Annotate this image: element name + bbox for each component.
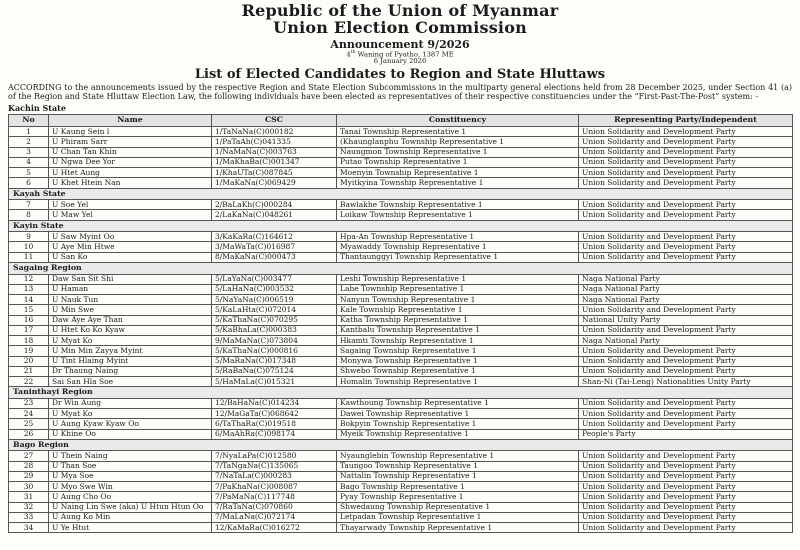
column-header-constituency: Constituency xyxy=(337,114,579,127)
cell-no: 7 xyxy=(9,200,49,210)
cell-name: U Phiram Sarr xyxy=(49,137,212,147)
candidate-row xyxy=(9,398,793,408)
cell-constituency: Kale Township Representative 1 xyxy=(337,305,579,315)
cell-csc: 1/KhaUTa(C)087845 xyxy=(212,168,337,178)
elected-candidates-table xyxy=(8,114,793,534)
cell-party: Naga National Party xyxy=(579,336,793,346)
intro-paragraph: ACCORDING to the announcements issued by the respective Region and State Election Subcommissions in the multiparty general elections held from 28 December 2025, under Section 41 (a) of the Region and State Hluttaw Election Law, the following individuals have been elected as representatives of their respective constituencies under the “First-Past-The-Post” system: - xyxy=(8,83,792,101)
cell-csc: 7/NaTaLa(C)000283 xyxy=(212,471,337,481)
cell-name: U Aye Min Htwe xyxy=(49,242,212,252)
cell-party: Naga National Party xyxy=(579,274,793,284)
cell-name: Daw Aye Aye Than xyxy=(49,315,212,325)
cell-csc: 5/MaRaNa(C)017348 xyxy=(212,356,337,366)
cell-csc: 7/PaMaNa(C)117748 xyxy=(212,492,337,502)
cell-constituency: Nanyun Township Representative 1 xyxy=(337,295,579,305)
cell-csc: 8/MaKaNa(C)000473 xyxy=(212,252,337,262)
cell-csc: 3/MaWaTa(C)016987 xyxy=(212,242,337,252)
cell-name: Dr Win Aung xyxy=(49,398,212,408)
cell-no: 32 xyxy=(9,502,49,512)
candidate-row xyxy=(9,147,793,157)
cell-party: Union Solidarity and Development Party xyxy=(579,127,793,137)
date-day-number: 4 xyxy=(346,50,351,59)
column-header-party: Representing Party/Independent xyxy=(579,114,793,127)
cell-name: U Maw Yel xyxy=(49,210,212,220)
candidate-row xyxy=(9,346,793,356)
cell-name: U Myo Swe Win xyxy=(49,482,212,492)
cell-constituency: Loikaw Township Representative 1 xyxy=(337,210,579,220)
cell-constituency: Bokpyin Township Representative 1 xyxy=(337,419,579,429)
region-section-row xyxy=(9,220,793,232)
candidate-row xyxy=(9,127,793,137)
cell-csc: 5/NaYaNa(C)006519 xyxy=(212,295,337,305)
cell-name: U Chan Tan Khin xyxy=(49,147,212,157)
cell-constituency: Bago Township Representative 1 xyxy=(337,482,579,492)
cell-csc: 9/MaMaNa(C)073804 xyxy=(212,336,337,346)
cell-party: Union Solidarity and Development Party xyxy=(579,512,793,522)
cell-name: U Nauk Tun xyxy=(49,295,212,305)
cell-constituency: Hpa-An Township Representative 1 xyxy=(337,232,579,242)
cell-party: Naga National Party xyxy=(579,284,793,294)
cell-no: 5 xyxy=(9,168,49,178)
cell-name: U Myat Ko xyxy=(49,336,212,346)
candidate-row xyxy=(9,137,793,147)
cell-name: Dr Thaung Naing xyxy=(49,366,212,376)
cell-no: 30 xyxy=(9,482,49,492)
cell-party: People's Party xyxy=(579,429,793,439)
cell-party: National Unity Party xyxy=(579,315,793,325)
candidate-row xyxy=(9,157,793,167)
cell-constituency: Kantbalu Township Representative 1 xyxy=(337,325,579,335)
cell-constituency: (Khaunglanphu Township Representative 1 xyxy=(337,137,579,147)
cell-no: 17 xyxy=(9,325,49,335)
cell-party: Union Solidarity and Development Party xyxy=(579,461,793,471)
cell-no: 21 xyxy=(9,366,49,376)
cell-constituency: Sagaing Township Representative 1 xyxy=(337,346,579,356)
column-header-csc: CSC xyxy=(212,114,337,127)
announcement-number: Announcement 9/2026 xyxy=(330,38,470,52)
candidate-row xyxy=(9,377,793,387)
candidate-row xyxy=(9,284,793,294)
cell-no: 34 xyxy=(9,523,49,533)
cell-no: 3 xyxy=(9,147,49,157)
cell-constituency: Shwedaung Township Representative 1 xyxy=(337,502,579,512)
cell-party: Union Solidarity and Development Party xyxy=(579,492,793,502)
cell-csc: 7/NyaLaPa(C)012580 xyxy=(212,451,337,461)
candidate-row xyxy=(9,274,793,284)
cell-no: 22 xyxy=(9,377,49,387)
cell-csc: 2/LaKaNa(C)048261 xyxy=(212,210,337,220)
candidate-row xyxy=(9,356,793,366)
cell-csc: 7/MaLaNa(C)072174 xyxy=(212,512,337,522)
cell-csc: 1/PaTaAh(C)041335 xyxy=(212,137,337,147)
cell-party: Union Solidarity and Development Party xyxy=(579,178,793,188)
cell-name: U Min Swe xyxy=(49,305,212,315)
cell-no: 31 xyxy=(9,492,49,502)
cell-no: 19 xyxy=(9,346,49,356)
column-header-name: Name xyxy=(49,114,212,127)
cell-no: 26 xyxy=(9,429,49,439)
cell-name: U Than Soe xyxy=(49,461,212,471)
cell-csc: 7/RaTaNa(C)070860 xyxy=(212,502,337,512)
cell-constituency: Taungoo Township Representative 1 xyxy=(337,461,579,471)
cell-csc: 5/LaHaNa(C)003532 xyxy=(212,284,337,294)
region-section-label: Bago Region xyxy=(9,439,793,451)
cell-constituency: Pyay Township Representative 1 xyxy=(337,492,579,502)
cell-party: Union Solidarity and Development Party xyxy=(579,451,793,461)
cell-party: Union Solidarity and Development Party xyxy=(579,471,793,481)
cell-name: U Aung Ko Min xyxy=(49,512,212,522)
document-title-line1: Republic of the Union of Myanmar xyxy=(241,1,559,20)
candidate-row xyxy=(9,210,793,220)
cell-csc: 5/HaMaLa(C)015321 xyxy=(212,377,337,387)
cell-party: Naga National Party xyxy=(579,295,793,305)
region-section-label: Sagaing Region xyxy=(9,262,793,274)
cell-party: Union Solidarity and Development Party xyxy=(579,409,793,419)
cell-party: Union Solidarity and Development Party xyxy=(579,366,793,376)
cell-csc: 2/BaLaKh(C)000284 xyxy=(212,200,337,210)
cell-constituency: Myawaddy Township Representative 1 xyxy=(337,242,579,252)
cell-name: Sai San Hla Soe xyxy=(49,377,212,387)
cell-no: 12 xyxy=(9,274,49,284)
cell-constituency: Thayarwady Township Representative 1 xyxy=(337,523,579,533)
cell-no: 25 xyxy=(9,419,49,429)
cell-constituency: Hkamti Township Representative 1 xyxy=(337,336,579,346)
cell-constituency: Nyaunglebin Township Representative 1 xyxy=(337,451,579,461)
cell-csc: 1/TaNaNa(C)000182 xyxy=(212,127,337,137)
cell-constituency: Lahe Township Representative 1 xyxy=(337,284,579,294)
cell-party: Shan-Ni (Tai-Leng) Nationalities Unity Party xyxy=(579,377,793,387)
cell-party: Union Solidarity and Development Party xyxy=(579,157,793,167)
cell-no: 20 xyxy=(9,356,49,366)
cell-no: 6 xyxy=(9,178,49,188)
cell-no: 28 xyxy=(9,461,49,471)
table-header-row xyxy=(9,114,793,127)
cell-party: Union Solidarity and Development Party xyxy=(579,242,793,252)
candidate-row xyxy=(9,232,793,242)
cell-csc: 5/LaYaNa(C)003477 xyxy=(212,274,337,284)
candidate-row xyxy=(9,482,793,492)
region-section-row xyxy=(9,262,793,274)
candidate-row xyxy=(9,366,793,376)
cell-no: 1 xyxy=(9,127,49,137)
cell-no: 11 xyxy=(9,252,49,262)
candidate-row xyxy=(9,315,793,325)
list-title: List of Elected Candidates to Region and State Hluttaws xyxy=(194,66,606,82)
cell-party: Union Solidarity and Development Party xyxy=(579,502,793,512)
candidate-row xyxy=(9,325,793,335)
cell-name: U Mya Soe xyxy=(49,471,212,481)
date-rest-text: Waning of Pyatho, 1387 ME xyxy=(355,50,454,59)
candidate-row xyxy=(9,471,793,481)
cell-csc: 5/KaBhaLa(C)000383 xyxy=(212,325,337,335)
region-section-label: Kayah State xyxy=(9,188,793,200)
cell-constituency: Myeik Township Representative 1 xyxy=(337,429,579,439)
candidate-row xyxy=(9,336,793,346)
cell-party: Union Solidarity and Development Party xyxy=(579,168,793,178)
cell-csc: 1/MaKhaBa(C)001347 xyxy=(212,157,337,167)
cell-name: U Thein Naing xyxy=(49,451,212,461)
candidate-row xyxy=(9,492,793,502)
cell-csc: 6/MaAhRa(C)098174 xyxy=(212,429,337,439)
cell-csc: 1/NaMaNa(C)003763 xyxy=(212,147,337,157)
column-header-no: No xyxy=(9,114,49,127)
cell-name: U Khet Htein Nan xyxy=(49,178,212,188)
candidate-row xyxy=(9,295,793,305)
cell-constituency: Letpadan Township Representative 1 xyxy=(337,512,579,522)
cell-constituency: Kawthoung Township Representative 1 xyxy=(337,398,579,408)
cell-constituency: Homalin Township Representative 1 xyxy=(337,377,579,387)
cell-name: U Htet Aung xyxy=(49,168,212,178)
cell-csc: 3/KaKaRa(C)164612 xyxy=(212,232,337,242)
cell-name: U Saw Myint Oo xyxy=(49,232,212,242)
cell-name: U Aung Kyaw Kyaw Oo xyxy=(49,419,212,429)
candidate-row xyxy=(9,252,793,262)
region-section-row xyxy=(9,188,793,200)
cell-csc: 12/KaMaRa(C)016272 xyxy=(212,523,337,533)
gregorian-date-line: 6 January 2026 xyxy=(373,57,427,66)
cell-no: 13 xyxy=(9,284,49,294)
cell-constituency: Moenyin Township Representative 1 xyxy=(337,168,579,178)
cell-no: 4 xyxy=(9,157,49,167)
cell-constituency: Dawei Township Representative 1 xyxy=(337,409,579,419)
cell-name: U Naing Lin Swe (aka) U Htun Htun Oo xyxy=(49,502,212,512)
cell-party: Union Solidarity and Development Party xyxy=(579,252,793,262)
candidate-row xyxy=(9,502,793,512)
candidate-row xyxy=(9,409,793,419)
candidate-row xyxy=(9,168,793,178)
date-day-suffix: th xyxy=(350,49,356,55)
candidate-row xyxy=(9,429,793,439)
cell-constituency: Shwebo Township Representative 1 xyxy=(337,366,579,376)
cell-name: U Tint Hlaing Myint xyxy=(49,356,212,366)
cell-party: Union Solidarity and Development Party xyxy=(579,147,793,157)
cell-no: 14 xyxy=(9,295,49,305)
cell-name: U San Ko xyxy=(49,252,212,262)
cell-csc: 5/KaThaNa(C)000816 xyxy=(212,346,337,356)
region-section-row xyxy=(9,387,793,399)
candidate-row xyxy=(9,461,793,471)
cell-csc: 12/BaHaNa(C)014234 xyxy=(212,398,337,408)
cell-party: Union Solidarity and Development Party xyxy=(579,398,793,408)
cell-no: 9 xyxy=(9,232,49,242)
cell-no: 16 xyxy=(9,315,49,325)
cell-constituency: Monywa Township Representative 1 xyxy=(337,356,579,366)
cell-no: 24 xyxy=(9,409,49,419)
cell-party: Union Solidarity and Development Party xyxy=(579,523,793,533)
cell-csc: 5/RaBaNa(C)075124 xyxy=(212,366,337,376)
candidate-row xyxy=(9,200,793,210)
cell-name: U Htet Ko Ko Kyaw xyxy=(49,325,212,335)
cell-name: U Soe Yel xyxy=(49,200,212,210)
cell-constituency: Myitkyina Township Representative 1 xyxy=(337,178,579,188)
cell-name: U Min Min Zayya Myint xyxy=(49,346,212,356)
cell-party: Union Solidarity and Development Party xyxy=(579,305,793,315)
cell-no: 33 xyxy=(9,512,49,522)
region-section-row xyxy=(9,439,793,451)
cell-constituency: Tanai Township Representative 1 xyxy=(337,127,579,137)
cell-party: Union Solidarity and Development Party xyxy=(579,356,793,366)
candidate-row xyxy=(9,305,793,315)
candidate-row xyxy=(9,419,793,429)
cell-csc: 12/MaGaTa(C)068642 xyxy=(212,409,337,419)
cell-constituency: Bawlakhe Township Representative 1 xyxy=(337,200,579,210)
cell-name: U Ngwa Dee Yor xyxy=(49,157,212,167)
region-section-label: Kayin State xyxy=(9,220,793,232)
cell-constituency: Naungmon Township Representative 1 xyxy=(337,147,579,157)
cell-constituency: Thantaunggyi Township Representative 1 xyxy=(337,252,579,262)
cell-name: U Myat Ko xyxy=(49,409,212,419)
cell-csc: 5/KaLaHta(C)072014 xyxy=(212,305,337,315)
cell-name: U Haman xyxy=(49,284,212,294)
first-region-heading: Kachin State xyxy=(8,102,66,113)
cell-no: 2 xyxy=(9,137,49,147)
cell-name: Daw San Sit Shi xyxy=(49,274,212,284)
cell-party: Union Solidarity and Development Party xyxy=(579,210,793,220)
cell-no: 10 xyxy=(9,242,49,252)
cell-no: 29 xyxy=(9,471,49,481)
cell-name: U Ye Htut xyxy=(49,523,212,533)
document-title-line2: Union Election Commission xyxy=(273,17,527,37)
cell-csc: 7/TaNgaNa(C)135065 xyxy=(212,461,337,471)
cell-no: 18 xyxy=(9,336,49,346)
cell-no: 23 xyxy=(9,398,49,408)
candidate-row xyxy=(9,512,793,522)
cell-party: Union Solidarity and Development Party xyxy=(579,325,793,335)
candidate-row xyxy=(9,178,793,188)
cell-no: 8 xyxy=(9,210,49,220)
cell-party: Union Solidarity and Development Party xyxy=(579,482,793,492)
cell-party: Union Solidarity and Development Party xyxy=(579,137,793,147)
candidate-row xyxy=(9,242,793,252)
cell-party: Union Solidarity and Development Party xyxy=(579,419,793,429)
candidate-row xyxy=(9,523,793,533)
cell-csc: 6/TaThaRa(C)019518 xyxy=(212,419,337,429)
cell-constituency: Leshi Township Representative 1 xyxy=(337,274,579,284)
cell-csc: 7/PaKhaNa(C)008087 xyxy=(212,482,337,492)
cell-no: 15 xyxy=(9,305,49,315)
candidate-row xyxy=(9,451,793,461)
cell-csc: 1/MaKaNa(C)069429 xyxy=(212,178,337,188)
cell-name: U Aung Cho Oo xyxy=(49,492,212,502)
cell-party: Union Solidarity and Development Party xyxy=(579,200,793,210)
cell-party: Union Solidarity and Development Party xyxy=(579,346,793,356)
cell-csc: 5/KaThaNa(C)070295 xyxy=(212,315,337,325)
cell-name: U Kaung Sein l xyxy=(49,127,212,137)
cell-name: U Khine Oo xyxy=(49,429,212,439)
cell-constituency: Nattalin Township Representative 1 xyxy=(337,471,579,481)
cell-constituency: Putao Township Representative 1 xyxy=(337,157,579,167)
cell-party: Union Solidarity and Development Party xyxy=(579,232,793,242)
candidates-tbody xyxy=(9,127,793,533)
cell-no: 27 xyxy=(9,451,49,461)
cell-constituency: Katha Township Representative 1 xyxy=(337,315,579,325)
region-section-label: Taninthayi Region xyxy=(9,387,793,399)
